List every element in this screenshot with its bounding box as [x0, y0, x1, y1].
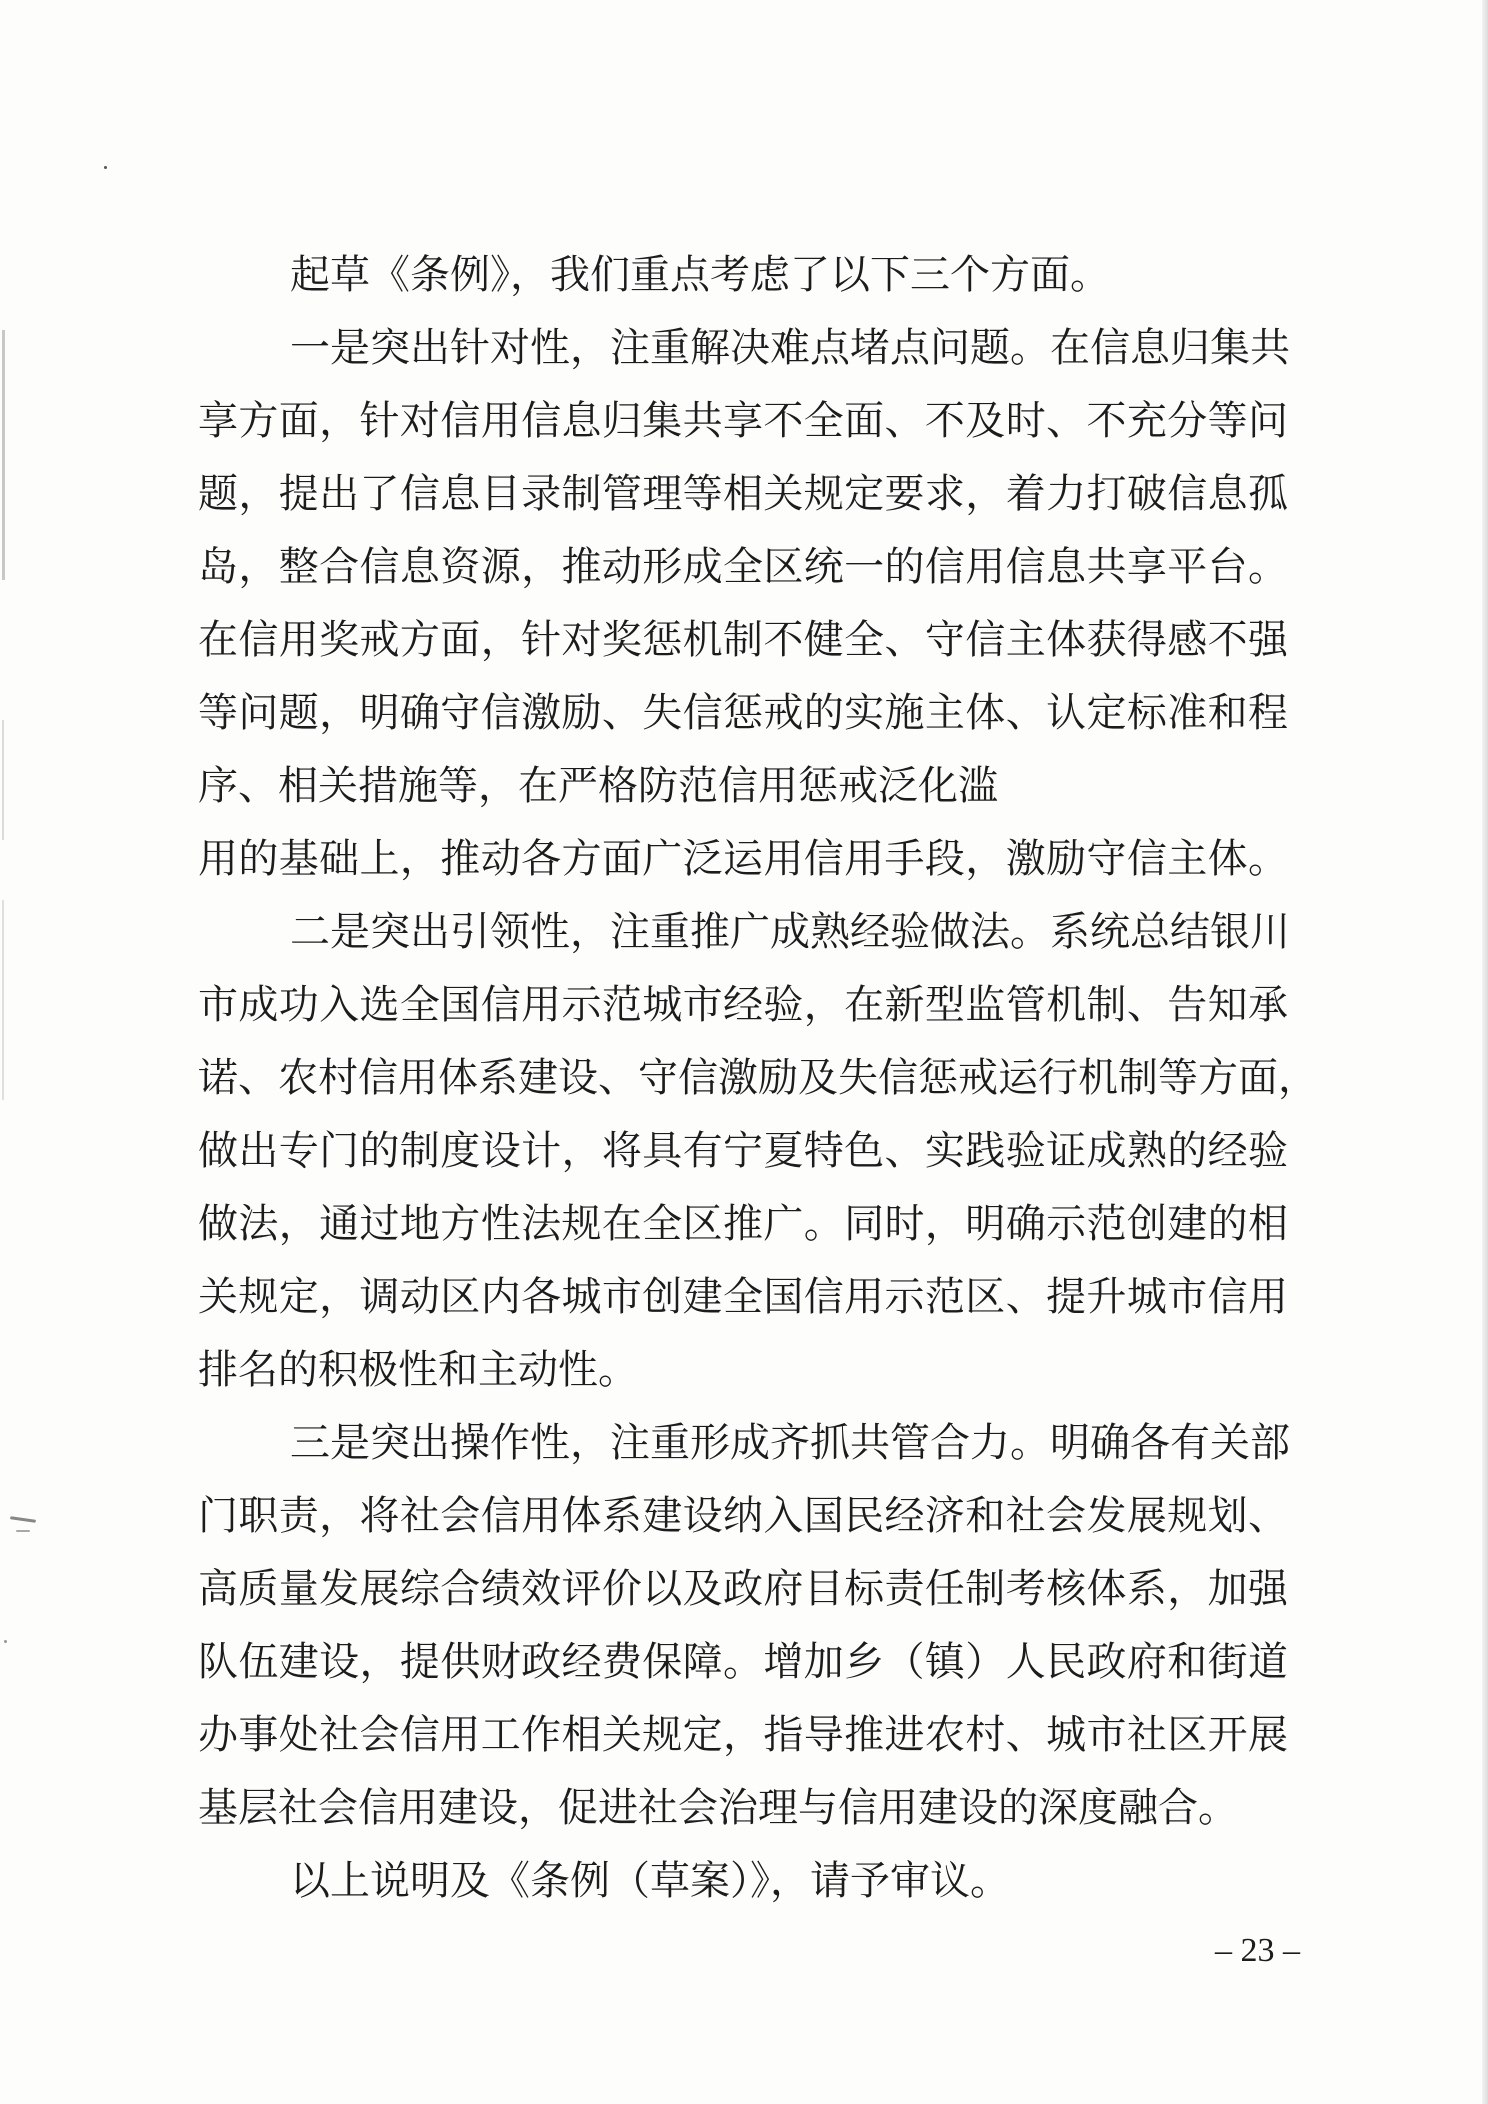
scan-binding-mark — [2, 720, 16, 840]
text-line: 起草《条例》，我们重点考虑了以下三个方面。 — [290, 252, 1110, 298]
scan-speck — [4, 1640, 7, 1643]
scan-binding-mark — [2, 330, 17, 580]
text-line: 市成功入选全国信用示范城市经验，在新型监管机制、告知承 — [198, 982, 1288, 1028]
scan-edge-shadow — [1482, 0, 1488, 2104]
text-line: 三是突出操作性，注重形成齐抓共管合力。明确各有关部 — [290, 1420, 1290, 1466]
text-line: 一是突出针对性，注重解决难点堵点问题。在信息归集共 — [290, 325, 1290, 371]
text-line: 二是突出引领性，注重推广成熟经验做法。系统总结银川 — [290, 909, 1290, 955]
text-line: 基层社会信用建设，促进社会治理与信用建设的深度融合。 — [198, 1785, 1238, 1831]
text-line: 高质量发展综合绩效评价以及政府目标责任制考核体系，加强 — [198, 1566, 1288, 1612]
text-line: 关规定，调动区内各城市创建全国信用示范区、提升城市信用 — [198, 1274, 1288, 1320]
text-line: 办事处社会信用工作相关规定，指导推进农村、城市社区开展 — [198, 1712, 1288, 1758]
text-line: 岛，整合信息资源，推动形成全区统一的信用信息共享平台。 — [198, 544, 1288, 590]
text-line: 等问题，明确守信激励、失信惩戒的实施主体、认定标准和程 — [198, 690, 1288, 736]
scan-binding-mark — [2, 900, 16, 1100]
scan-speck — [16, 1530, 30, 1532]
text-line: 排名的积极性和主动性。 — [198, 1347, 638, 1393]
text-line: 序、相关措施等，在严格防范信用惩戒泛化滥 — [198, 763, 998, 809]
page-number: – 23 – — [1215, 1932, 1300, 1969]
text-line: 享方面，针对信用信息归集共享不全面、不及时、不充分等问 — [198, 398, 1288, 444]
text-line: 门职责，将社会信用体系建设纳入国民经济和社会发展规划、 — [198, 1493, 1288, 1539]
text-line: 做法，通过地方性法规在全区推广。同时，明确示范创建的相 — [198, 1201, 1288, 1247]
scan-speck — [104, 166, 107, 169]
text-line: 队伍建设，提供财政经费保障。增加乡（镇）人民政府和街道 — [198, 1639, 1288, 1685]
scan-speck — [10, 1516, 36, 1523]
text-line: 用的基础上，推动各方面广泛运用信用手段，激励守信主体。 — [198, 836, 1288, 882]
text-line: 诺、农村信用体系建设、守信激励及失信惩戒运行机制等方面， — [198, 1055, 1318, 1101]
text-line: 题，提出了信息目录制管理等相关规定要求，着力打破信息孤 — [198, 471, 1288, 517]
text-line: 以上说明及《条例（草案）》，请予审议。 — [290, 1858, 1010, 1904]
text-line: 在信用奖戒方面，针对奖惩机制不健全、守信主体获得感不强 — [198, 617, 1288, 663]
text-line: 做出专门的制度设计，将具有宁夏特色、实践验证成熟的经验 — [198, 1128, 1288, 1174]
